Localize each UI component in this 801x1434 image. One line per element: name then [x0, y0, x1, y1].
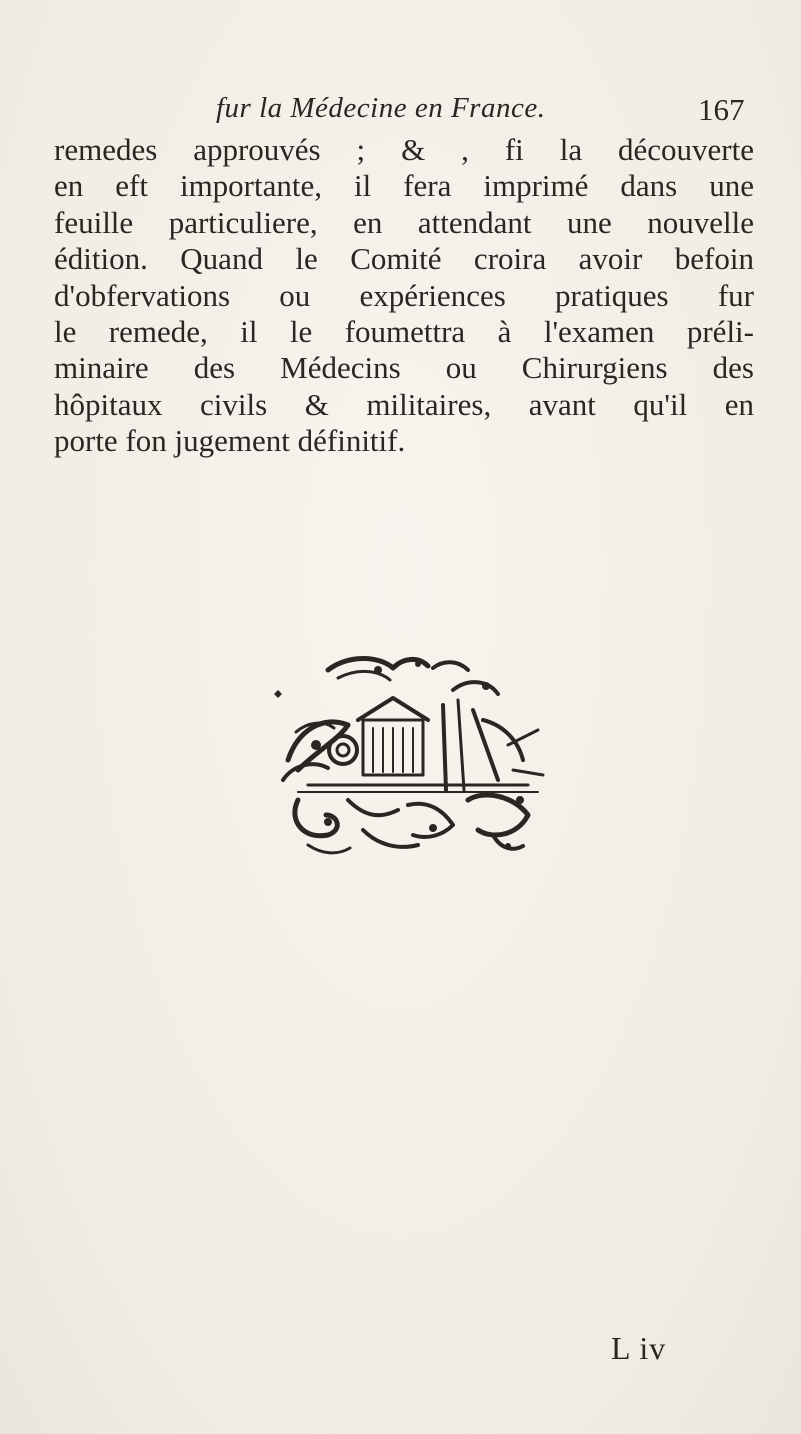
text-line: le remede, il le foumettra à l'examen préli-: [54, 313, 754, 349]
page-header: [0, 92, 801, 132]
text-line: remedes approuvés ; & , fi la découverte: [54, 132, 754, 167]
floral-vignette-icon: [268, 650, 554, 862]
running-head: fur la Médecine en France.: [216, 92, 546, 124]
text-line: en eft importante, il fera imprimé dans une: [54, 168, 754, 204]
text-line: hôpitaux civils & militaires, avant qu'il en: [54, 386, 754, 422]
text-line: porte fon jugement définitif.: [54, 423, 406, 459]
text-line: édition. Quand le Comité croira avoir befoin: [54, 241, 754, 277]
signature-mark: L iv: [611, 1330, 667, 1366]
text-line: d'obfervations ou expériences pratiques fur: [54, 277, 754, 313]
text-line: minaire des Médecins ou Chirurgiens des: [54, 350, 754, 386]
body-text: [54, 132, 754, 460]
page-number: 167: [698, 92, 745, 127]
text-line: feuille particuliere, en attendant une nouvelle: [54, 204, 754, 240]
